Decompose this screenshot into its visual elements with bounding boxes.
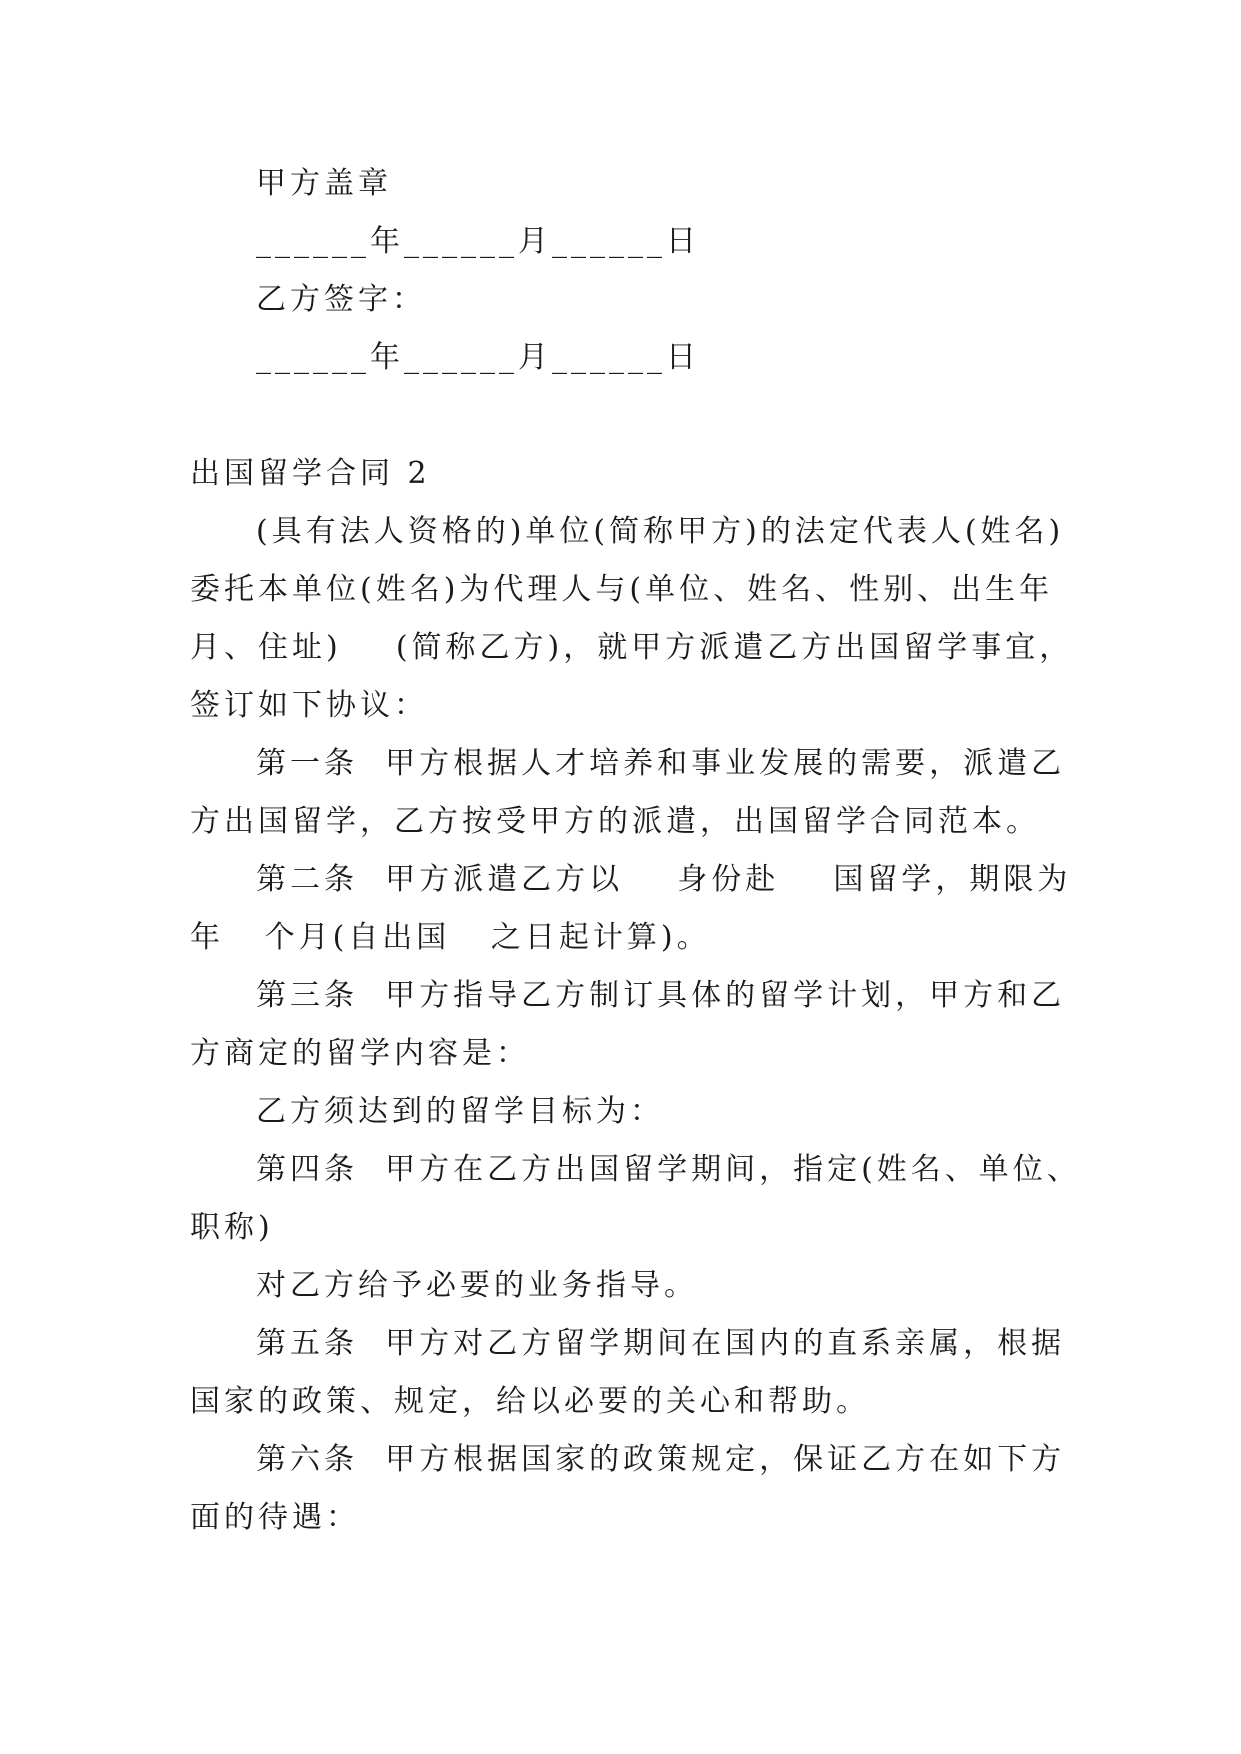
contract-title: 出国留学合同 2 <box>190 456 431 491</box>
article-3: 第三条 甲方指导乙方制订具体的留学计划，甲方和乙 <box>256 978 1066 1013</box>
body-line: 乙方须达到的留学目标为： <box>256 1094 664 1129</box>
article-4: 第四条 甲方在乙方出国留学期间，指定(姓名、单位、 <box>256 1152 1081 1187</box>
body-line: 面的待遇： <box>190 1500 360 1535</box>
party-b-sign-label: 乙方签字： <box>256 282 426 317</box>
article-1: 第一条 甲方根据人才培养和事业发展的需要，派遣乙 <box>256 746 1066 781</box>
body-line: 对乙方给予必要的业务指导。 <box>256 1268 698 1303</box>
date-line-b: ______年______月______日 <box>256 340 700 375</box>
article-6: 第六条 甲方根据国家的政策规定，保证乙方在如下方 <box>256 1442 1066 1477</box>
body-line: 职称) <box>190 1210 274 1245</box>
body-line: 月、住址) (简称乙方)，就甲方派遣乙方出国留学事宜， <box>190 630 1074 665</box>
body-line: 委托本单位(姓名)为代理人与(单位、姓名、性别、出生年 <box>190 572 1054 607</box>
body-line: 年 个月(自出国 之日起计算)。 <box>190 920 711 955</box>
article-2: 第二条 甲方派遣乙方以 身份赴 国留学，期限为 <box>256 862 1072 897</box>
body-line: (具有法人资格的)单位(简称甲方)的法定代表人(姓名) <box>256 514 1065 549</box>
body-line: 方出国留学，乙方按受甲方的派遣，出国留学合同范本。 <box>190 804 1040 839</box>
body-line: 签订如下协议： <box>190 688 428 723</box>
party-a-seal-label: 甲方盖章 <box>256 166 392 201</box>
body-line: 国家的政策、规定，给以必要的关心和帮助。 <box>190 1384 870 1419</box>
article-5: 第五条 甲方对乙方留学期间在国内的直系亲属，根据 <box>256 1326 1066 1361</box>
date-line-a: ______年______月______日 <box>256 224 700 259</box>
body-line: 方商定的留学内容是： <box>190 1036 530 1071</box>
